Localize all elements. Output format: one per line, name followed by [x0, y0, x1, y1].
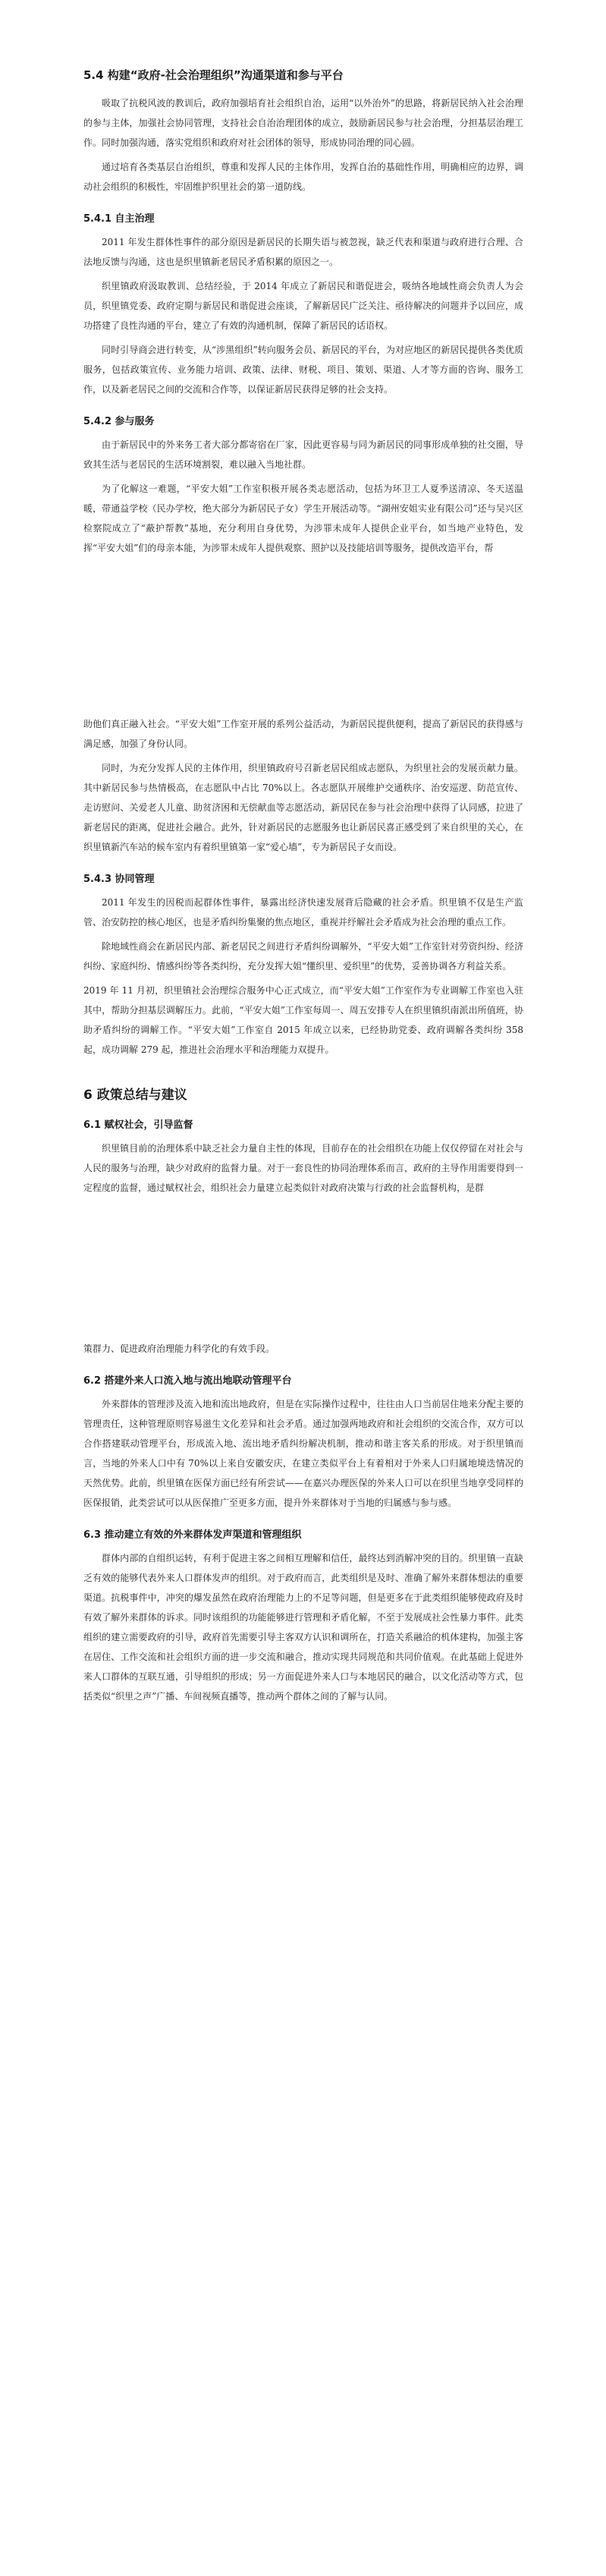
chapter-heading-6: 6 政策总结与建议	[83, 1088, 187, 1103]
document-page	[83, 67, 523, 1711]
section-heading-5-4: 5.4 构建“政府-社会治理组织”沟通渠道和参与平台	[83, 68, 344, 82]
paragraph: 通过培育各类基层自治组织，尊重和发挥人民的主体作用，发挥自治的基础性作用，明确相应的边界，调动社会组织的积极性，牢固维护织里社会的第一道防线。	[83, 162, 523, 192]
subsection-heading-6-3: 6.3 推动建立有效的外来群体发声渠道和管理组织	[83, 1529, 302, 1541]
subsection-heading-5-4-3: 5.4.3 协同管理	[83, 874, 155, 885]
paragraph: 群体内部的自组织运转，有利于促进主客之间相互理解和信任，最终达到消解冲突的目的。织里镇一直缺乏有效的能够代表外来人口群体发声的组织。对于政府而言，此类组织是及时、准确了解外来群体想法的重要渠道。抗税事件中，冲突的爆发虽然在政府治理能力上的不足等问题，但是更多在于此类组织能够使政府及时有效了解外来群体的诉求。同时该组织的功能能够进行管理和矛盾化解，不至于发展成社会性暴力事件。此类组织的建立需要政府的引导，政府首先需要引导主客双方认识和调所在，打造关系融洽的机体建构，加强主客在居住、工作交流和社会组织方面的进一步交流和融合，推动实现共同规范和共同价值观。在此基础上促进外来人口群体的互联互通，引导组织的形成；另一方面促进外来人口与本地居民的融合，以文化活动等方式，包括类似“织里之声”广播、车间视频直播等，推动两个群体之间的了解与认同。	[83, 1553, 523, 1702]
subsection-heading-6-2: 6.2 搭建外来人口流入地与流出地联动管理平台	[83, 1375, 292, 1387]
paragraph: 由于新居民中的外来务工者大部分都寄宿在厂家，因此更容易与同为新居民的同事形成单独的社交圈，导致其生活与老居民的生活环境割裂，难以融入当地社群。	[83, 439, 523, 470]
paragraph: 助他们真正融入社会。“平安大姐”工作室开展的系列公益活动，为新居民提供便利，提高了新居民的获得感与满足感，加强了身份认同。	[83, 719, 523, 749]
subsection-heading-5-4-1: 5.4.1 自主治理	[83, 213, 155, 225]
blank-gap	[83, 562, 523, 714]
paragraph: 同时引导商会进行转变，从“涉黑组织”转向服务会员、新居民的平台，为对应地区的新居民提供各类优质服务，包括政策宣传、业务能力培训、政策、法律、财税、项目、策划、渠道、人才等方面的咨询、服务工作，以及新老居民之间的交流和合作等，以保证新居民获得足够的社会支持。	[83, 345, 523, 395]
paragraph: 为了化解这一难题，“平安大姐”工作室积极开展各类志愿活动，包括为环卫工人夏季送清凉、冬天送温暖，带通益学校（民办学校，绝大部分为新居民子女）学生开展活动等。“湖州安姐实业有限公司”还与吴兴区检察院成立了“蔽护帮教”基地，充分利用自身优势，为涉罪未成年人提供企业平台，如当地产业特色，发挥“平安大姐”们的母亲本能，为涉罪未成年人提供观察、照护以及技能培训等服务，提供改造平台，帮	[83, 483, 523, 553]
paragraph: 织里镇目前的治理体系中缺乏社会力量自主性的体现，目前存在的社会组织在功能上仅仅停留在对社会与人民的服务与治理，缺少对政府的监督力量。对于一套良性的协同治理体系而言，政府的主导作用需要得到一定程度的监督，通过赋权社会，组织社会力量建立起类似针对政府决策与行政的社会监督机构，是群	[83, 1143, 523, 1193]
paragraph: 2019 年 11 月初，织里镇社会治理综合服务中心正式成立，而“平安大姐”工作室作为专业调解工作室也入驻其中，帮助分担基层调解压力。此前，“平安大姐”工作室每周一、周五安排专人在织里镇织南派出所值班，协助矛盾纠纷的调解工作。“平安大姐”工作室自 2015 年成立以来，已经协助党委、政府调解各类纠纷 358 起，成功调解 279 起，推进社会治理水平和治理能力双提升。	[83, 985, 523, 1055]
paragraph: 策群力、促进政府治理能力科学化的有效手段。	[83, 1343, 275, 1354]
subsection-heading-5-4-2: 5.4.2 参与服务	[83, 416, 155, 427]
blank-gap	[83, 1202, 523, 1339]
paragraph: 吸取了抗税风波的教训后，政府加强培育社会组织自治，运用“以外治外”的思路，将新居民纳入社会治理的参与主体，加强社会协同管理，支持社会自治治理团体的成立，鼓励新居民参与社会治理，分担基层治理工作。同时加强沟通，落实党组织和政府对社会团体的领导，形成协同治理的同心圆。	[83, 98, 523, 148]
subsection-heading-6-1: 6.1 赋权社会，引导监督	[83, 1120, 193, 1131]
paragraph: 同时，为充分发挥人民的主体作用，织里镇政府号召新老居民组成志愿队，为织里社会的发展贡献力量。其中新居民参与热情极高，在志愿队中占比 70%以上。各志愿队开展维护交通秩序、治安巡逻、防范宣传、走访慰问、关爱老人儿童、助贫济困和无偿献血等志愿活动，新居民在参与社会治理中获得了认同感，拉进了新老居民的距离，促进社会融合。此外，针对新居民的志愿服务也让新居民喜正感受到了来自织里的关心，在织里镇新汽车站的候车室内有着织里镇第一家“爱心墙”，专为新居民子女而设。	[83, 763, 523, 852]
paragraph: 除地域性商会在新居民内部、新老居民之间进行矛盾纠纷调解外，“平安大姐”工作室针对劳资纠纷、经济纠纷、家庭纠纷、情感纠纷等各类纠纷，充分发挥大姐“懂织里、爱织里”的优势，妥善协调各方利益关系。	[83, 941, 523, 972]
paragraph: 织里镇政府汲取教训、总结经验，于 2014 年成立了新居民和谐促进会，吸纳各地域性商会负责人为会员，织里镇党委、政府定期与新居民和谐促进会座谈，了解新居民广泛关注、亟待解决的问题并予以回应，成功搭建了良性沟通的平台，建立了有效的沟通机制，保障了新居民的话语权。	[83, 281, 523, 331]
paragraph: 外来群体的管理涉及流入地和流出地政府，但是在实际操作过程中，往往由人口当前居住地来分配主要的管理责任，这种管理原则容易滋生文化差异和社会矛盾。通过加强两地政府和社会组织的交流合作，双方可以合作搭建联动管理平台，形成流入地、流出地矛盾纠纷解决机制，推动和谐主客关系的形成。对于织里镇而言，当地的外来人口中有 70%以上来自安徽安庆，在建立类似平台上有着相对于外来人口归属地境迭情况的天然优势。此前，织里镇在医保方面已经有所尝试——在嘉兴办理医保的外来人口可以在织里当地享受同样的医保报销，此类尝试可以从医保推广至更多方面，提升外来群体对于当地的归属感与参与感。	[83, 1399, 523, 1508]
paragraph: 2011 年发生群体性事件的部分原因是新居民的长期失语与被忽视，缺乏代表和渠道与政府进行合理、合法地反馈与沟通，这也是织里镇新老居民矛盾积累的原因之一。	[83, 237, 523, 267]
paragraph: 2011 年发生的因税而起群体性事件，暴露出经济快速发展背后隐藏的社会矛盾。织里镇不仅是生产监管、治安防控的核心地区，也是矛盾纠纷集聚的焦点地区，重视并纾解社会矛盾成为社会治理的重点工作。	[83, 897, 523, 927]
